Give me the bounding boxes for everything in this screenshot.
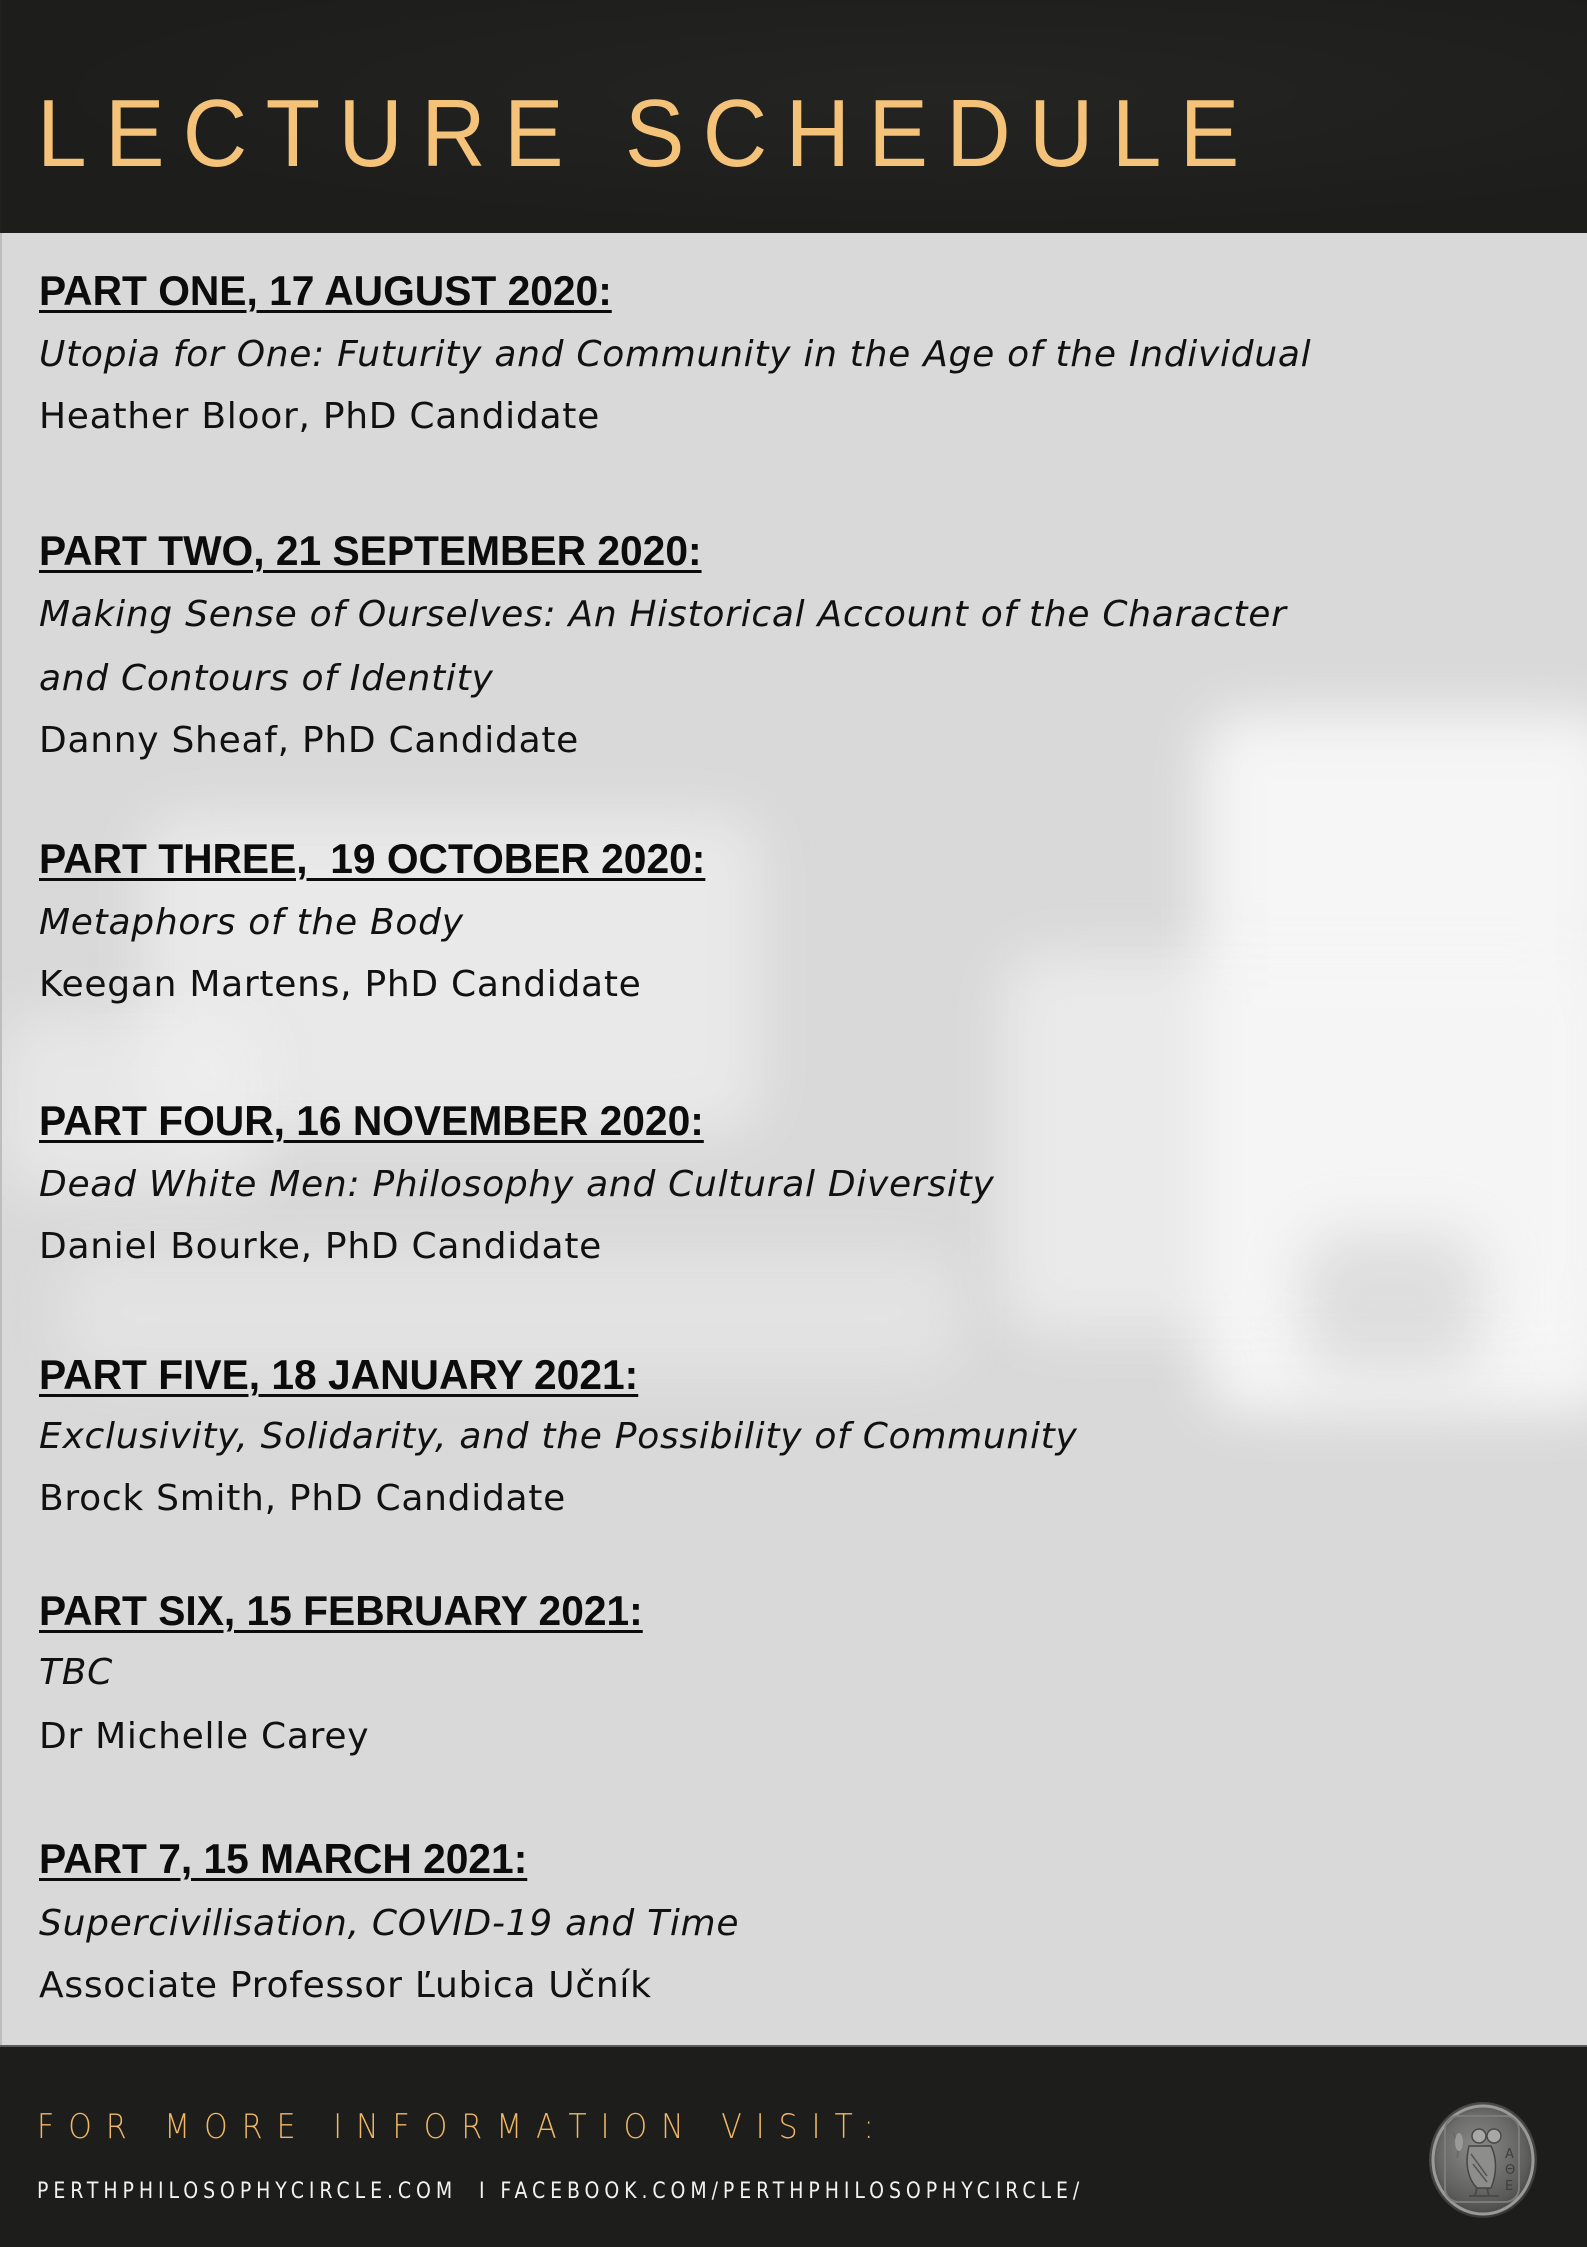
contact-links[interactable]: PERTHPHILOSOPHYCIRCLE.COM I FACEBOOK.COM/PERTHPHILOSOPHYCIRCLE/ <box>37 2179 1085 2204</box>
header-banner <box>0 0 1587 233</box>
speaker-name: Heather Bloor, PhD Candidate <box>39 396 600 437</box>
svg-text:Ε: Ε <box>1505 2179 1514 2194</box>
entry-heading: PART FOUR, 16 NOVEMBER 2020: <box>39 1097 704 1144</box>
schedule-entry-part-four <box>39 1097 995 1279</box>
talk-title: TBC <box>39 1652 113 1693</box>
entry-heading: PART THREE, 19 OCTOBER 2020: <box>39 835 706 882</box>
schedule-entry-part-six <box>39 1587 661 1769</box>
footer <box>0 2045 1587 2247</box>
entry-heading: PART SIX, 15 FEBRUARY 2021: <box>39 1587 643 1634</box>
talk-title: Metaphors of the Body <box>39 902 464 943</box>
talk-title-line-1: Making Sense of Ourselves: An Historical Account of the Character <box>39 594 1287 635</box>
speaker-name: Keegan Martens, PhD Candidate <box>39 964 642 1005</box>
entry-heading: PART 7, 15 MARCH 2021: <box>39 1835 528 1882</box>
schedule-entry-part-seven <box>39 1835 739 2018</box>
entry-heading: PART ONE, 17 AUGUST 2020: <box>39 267 612 314</box>
talk-title: Supercivilisation, COVID-19 and Time <box>39 1903 740 1944</box>
background-photo-shadow <box>1302 1233 1482 1373</box>
talk-title: Dead White Men: Philosophy and Cultural Diversity <box>39 1164 995 1205</box>
owl-coin-icon <box>1429 2102 1537 2218</box>
schedule-entry-part-one <box>39 267 1311 449</box>
speaker-name: Danny Sheaf, PhD Candidate <box>39 720 580 761</box>
owl-coin-icon-graphic <box>1429 2102 1537 2218</box>
svg-text:Α: Α <box>1505 2147 1514 2162</box>
talk-title-line-2: and Contours of Identity <box>39 658 494 699</box>
background-photo-highlight <box>1002 953 1587 1333</box>
speaker-name: Brock Smith, PhD Candidate <box>39 1478 567 1519</box>
talk-title: Exclusivity, Solidarity, and the Possibility of Community <box>39 1416 1078 1457</box>
talk-title: Utopia for One: Futurity and Community in the Age of the Individual <box>39 334 1312 375</box>
page-title: LECTURE SCHEDULE <box>37 80 1258 187</box>
svg-text:Θ: Θ <box>1505 2163 1516 2178</box>
speaker-name: Dr Michelle Carey <box>39 1716 370 1757</box>
schedule-panel <box>0 233 1587 2045</box>
speaker-name: Associate Professor Ľubica Učník <box>39 1965 652 2006</box>
entry-heading: PART FIVE, 18 JANUARY 2021: <box>39 1351 639 1398</box>
schedule-entry-part-three <box>39 835 726 1017</box>
entry-heading: PART TWO, 21 SEPTEMBER 2020: <box>39 527 702 574</box>
more-info-label: FOR MORE INFORMATION VISIT: <box>37 2107 888 2147</box>
schedule-entry-part-five <box>39 1351 1078 1531</box>
schedule-entry-part-two <box>39 527 1287 773</box>
speaker-name: Daniel Bourke, PhD Candidate <box>39 1226 603 1267</box>
